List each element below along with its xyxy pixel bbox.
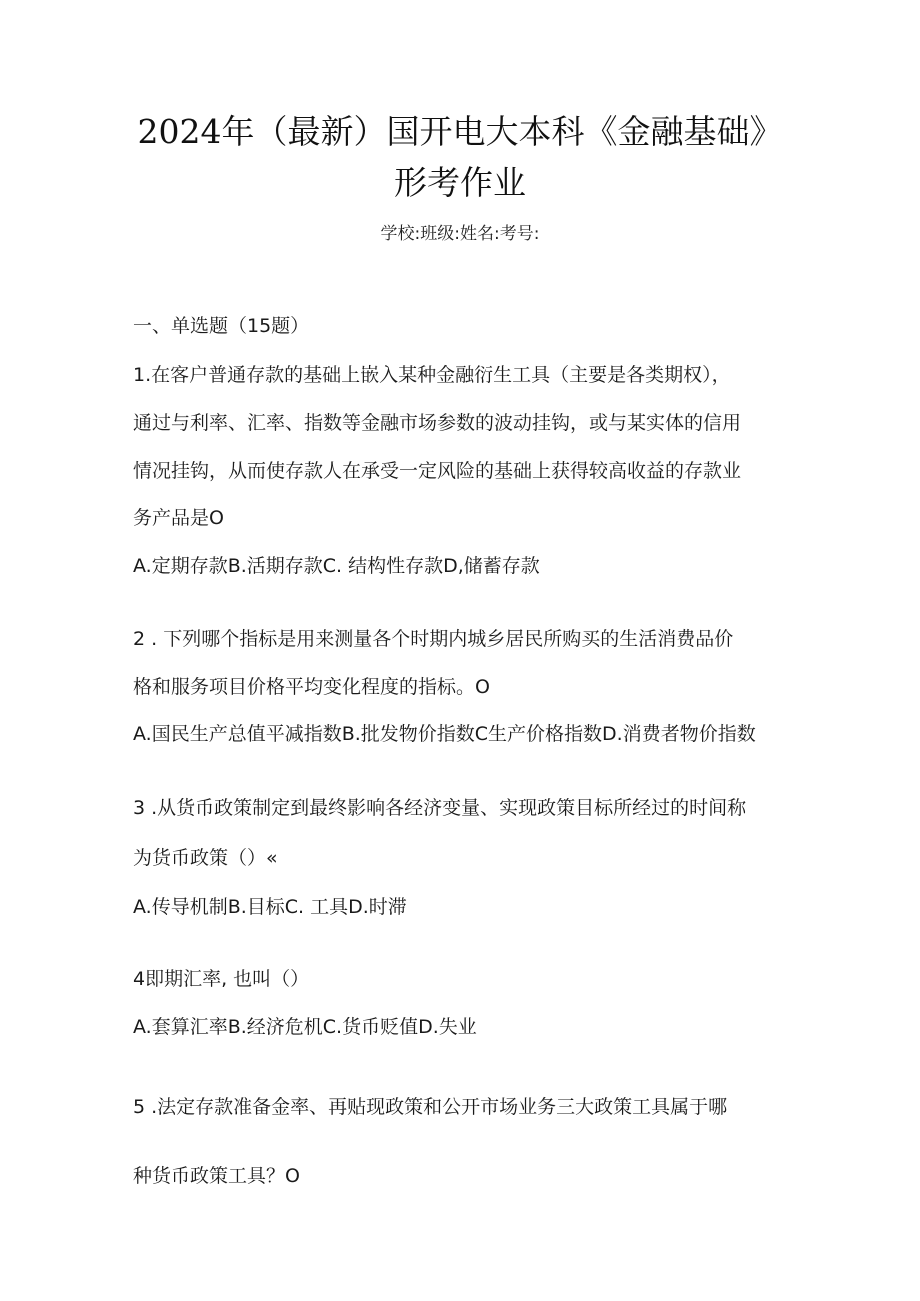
question-2-stem-line-1: 2 . 下列哪个指标是用来测量各个时期内城乡居民所购买的生活消费品价 [133,628,734,650]
question-4-stem-line-1: 4即期汇率, 也叫（） [133,968,310,990]
question-5-stem-line-2: 种货币政策工具？O [133,1165,300,1187]
question-1-stem-line-3: 情况挂钩，从而使存款人在承受一定风险的基础上获得较高收益的存款业 [133,460,742,482]
question-4-options: A.套算汇率B.经济危机C.货币贬值D.失业 [133,1016,477,1038]
question-1-stem-line-1: 1.在客户普通存款的基础上嵌入某种金融衍生工具（主要是各类期权）， [133,364,731,386]
question-3-stem-line-2: 为货币政策（）« [133,847,278,869]
question-1-options: A.定期存款B.活期存款C. 结构性存款D,储蓄存款 [133,555,540,577]
section-heading: 一、单选题（15题） [133,315,310,337]
question-1-stem-line-2: 通过与利率、汇率、指数等金融市场参数的波动挂钩，或与某实体的信用 [133,412,742,434]
question-2-options: A.国民生产总值平减指数B.批发物价指数C生产价格指数D.消费者物价指数 [133,723,756,745]
question-2-stem-line-2: 格和服务项目价格平均变化程度的指标。O [133,676,490,698]
student-info-line: 学校:班级:姓名:考号: [380,224,540,244]
question-5-stem-line-1: 5 .法定存款准备金率、再贴现政策和公开市场业务三大政策工具属于哪 [133,1096,728,1118]
question-1-stem-line-4: 务产品是O [133,507,224,529]
question-3-stem-line-1: 3 .从货币政策制定到最终影响各经济变量、实现政策目标所经过的时间称 [133,797,747,819]
question-3-options: A.传导机制B.目标C. 工具D.时滞 [133,896,407,918]
document-title-line-2: 形考作业 [394,163,526,202]
document-title-line-1: 2024年（最新）国开电大本科《金融基础》 [137,112,783,151]
